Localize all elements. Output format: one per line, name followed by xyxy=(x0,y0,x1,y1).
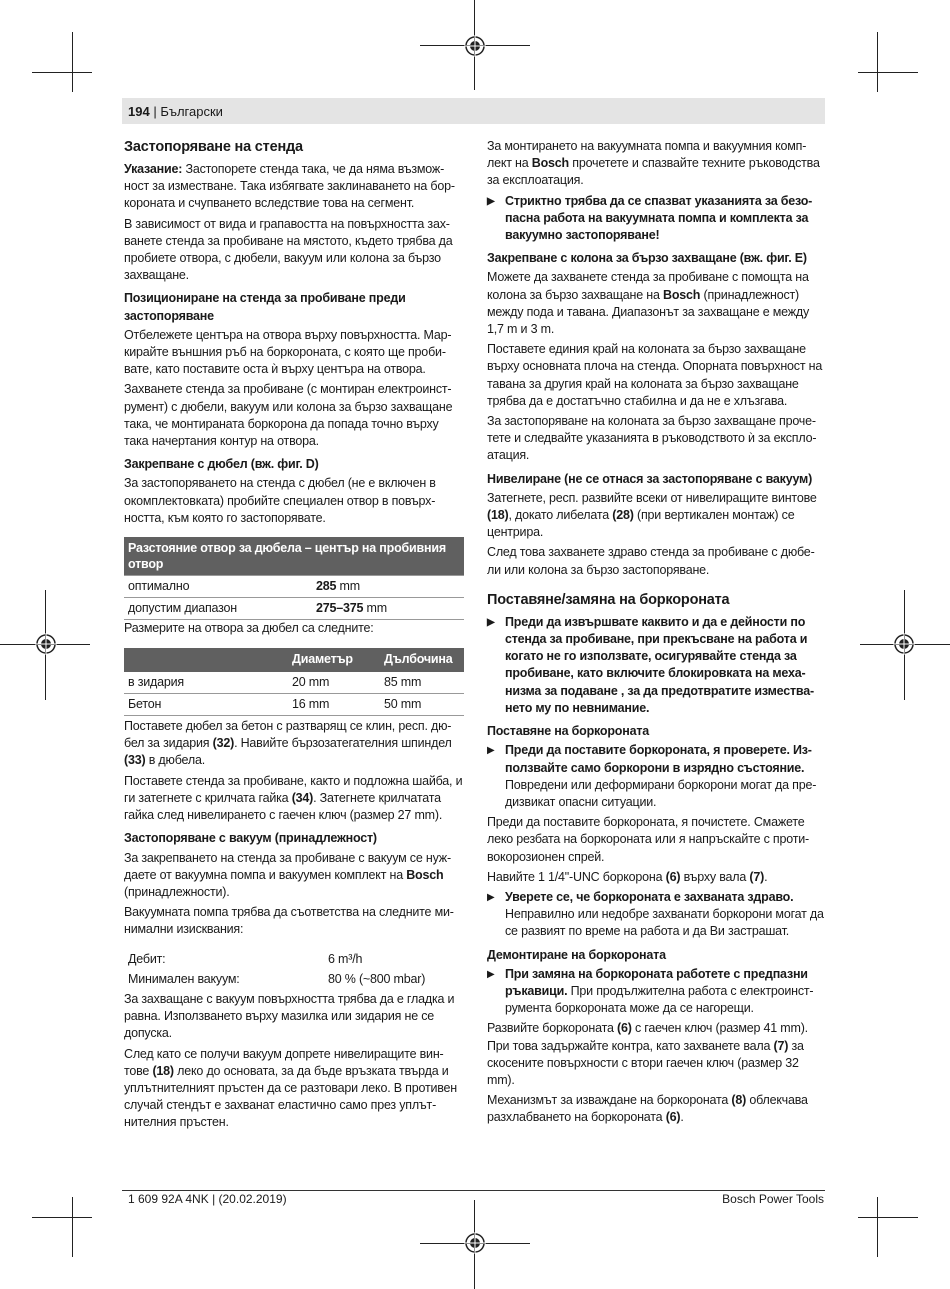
registration-mark-icon xyxy=(893,633,915,655)
table-cell: 20 mm xyxy=(288,672,380,694)
subheading: Демонтиране на боркороната xyxy=(487,947,666,962)
subheading: Нивелиране (не се отнася за застопоряване с вакуум) xyxy=(487,471,813,486)
crop-mark xyxy=(72,1197,73,1257)
crop-mark xyxy=(72,32,73,92)
table-value: 285 xyxy=(316,579,337,594)
subheading: Застопоряване с вакуум (принадлежност) xyxy=(124,831,377,846)
paragraph: Навийте 1 1/4"-UNC боркорона (6) върху вала (7). xyxy=(487,869,768,884)
table-cell: оптимално xyxy=(124,576,312,598)
paragraph: Затегнете, респ. развийте всеки от нивелиращите винтове (18), докато либелата (28) (при вертикален монтаж) се центрира. xyxy=(487,490,817,540)
paragraph: Развийте боркороната (6) с гаечен ключ (размер 41 mm). При това задържайте контра, като захванете вала (7) за скосените повърхности с втори гаечен ключ (размер 32 mm). xyxy=(487,1021,808,1087)
bullet-arrow-icon: ▶ xyxy=(487,195,495,207)
paragraph: След това захванете здраво стенда за пробиване с дюбели или колона за бързо застопоряване. xyxy=(487,545,815,577)
note-label: Указание: xyxy=(124,162,183,176)
spec-row xyxy=(124,951,464,968)
section-title: Застопоряване на стенда xyxy=(124,139,303,155)
note-paragraph xyxy=(124,161,464,213)
subheading: Закрепване с дюбел (вж. фиг. D) xyxy=(124,457,319,472)
spec-list xyxy=(124,951,464,988)
subheading: Поставяне на боркороната xyxy=(487,724,650,739)
bullet-arrow-icon: ▶ xyxy=(487,745,495,757)
bullet-arrow-icon: ▶ xyxy=(487,968,495,980)
spec-label: Минимален вакуум: xyxy=(128,971,240,986)
spec-value: 6 m³/h xyxy=(328,951,363,966)
paragraph: Вакуумната помпа трябва да съответства на следните минимални изисквания: xyxy=(124,905,454,937)
paragraph: Поставете стенда за пробиване, както и подложна шайба, и ги затегнете с крилчата гайка (34). Затегнете крилчатата гайка след нивелирането с гаечен ключ (размер 27 mm). xyxy=(124,773,463,823)
table-value: 275–375 xyxy=(316,601,364,616)
paragraph: Размерите на отвора за дюбел са следните: xyxy=(124,621,374,636)
crop-mark xyxy=(858,72,918,73)
footer-brand: Bosch Power Tools xyxy=(722,1192,824,1206)
footer-rule xyxy=(122,1190,825,1191)
table-row xyxy=(124,693,464,715)
table-row xyxy=(124,672,464,694)
paragraph: Отбележете центъра на отвора върху повърхността. Маркирайте външния ръб на боркороната, с която ще пробивате, като поставите оста ѝ върху центъра на отвора. xyxy=(124,327,452,377)
crop-mark xyxy=(32,72,92,73)
table-cell: Бетон xyxy=(124,693,288,715)
dowel-hole-table xyxy=(124,648,464,716)
section-title: Поставяне/замяна на боркороната xyxy=(487,591,730,608)
spec-row xyxy=(124,971,464,988)
table-row xyxy=(124,598,464,620)
paragraph: За застопоряване на колоната за бързо захващане прочетете и следвайте указанията в ръководството ѝ за експлоатация. xyxy=(487,414,817,463)
paragraph: Захванете стенда за пробиване (с монтиран електроинструмент) с дюбели, вакуум или колона за бързо захващане така, че монтираната боркорона да попада точно върху така начертания контур на отвора. xyxy=(124,382,453,449)
warning-bullet: ▶ Преди да поставите боркороната, я проверете. Използвайте само боркорони в изрядно състояние. Повредени или деформирани боркорони могат да предизвикат опасни ситуации. xyxy=(487,743,817,809)
paragraph: Механизмът за изваждане на боркороната (8) облекчава разхлабването на боркороната (6). xyxy=(487,1093,808,1125)
right-column xyxy=(487,138,824,1130)
paragraph: Можете да захванете стенда за пробиване с помощта на колона за бързо захващане на Bosch (принадлежност) между пода и тавана. Диапазонът за захващане е между 1,7 m и 3 m. xyxy=(487,270,810,337)
section-name: Български xyxy=(160,104,223,119)
table-header: Диаметър xyxy=(288,648,380,672)
table-cell: в зидария xyxy=(124,672,288,694)
footer-doc-id: 1 609 92A 4NK | (20.02.2019) xyxy=(128,1192,287,1206)
warning-bullet: ▶ Стриктно трябва да се спазват указанията за безопасна работа на вакуумната помпа и комплекта за вакуумно застопоряване! xyxy=(487,193,813,243)
table-cell: допустим диапазон xyxy=(124,598,312,620)
table-cell xyxy=(312,576,464,598)
paragraph: За монтирането на вакуумната помпа и вакуумния комплект на Bosch прочетете и спазвайте техните ръководства за експлоатация. xyxy=(487,139,820,188)
table-unit: mm xyxy=(336,579,360,594)
registration-mark-icon xyxy=(35,633,57,655)
crop-mark xyxy=(32,1217,92,1218)
left-column xyxy=(124,138,464,1135)
bullet-arrow-icon: ▶ xyxy=(487,891,495,903)
table-cell: 85 mm xyxy=(380,672,464,694)
table-cell: 50 mm xyxy=(380,693,464,715)
table-row xyxy=(124,576,464,598)
crop-mark xyxy=(858,1217,918,1218)
paragraph: Поставете дюбел за бетон с разтварящ се клин, респ. дюбел за зидария (32). Навийте бързозатегателния шпиндел (33) в дюбела. xyxy=(124,719,452,768)
table-header: Разстояние отвор за дюбела – център на пробивния отвор xyxy=(124,537,464,576)
table-unit: mm xyxy=(363,601,387,616)
bullet-arrow-icon: ▶ xyxy=(487,616,495,628)
paragraph: За захващане с вакуум повърхността трябва да е гладка и равна. Използването върху мазилка или зидария не се допуска. xyxy=(124,991,455,1041)
paragraph: Преди да поставите боркороната, я почистете. Смажете леко резбата на боркороната или я напръскайте с противокорозионен спрей. xyxy=(487,815,810,864)
subheading: Закрепване с колона за бързо захващане (вж. фиг. E) xyxy=(487,251,807,266)
table-cell xyxy=(312,598,464,620)
warning-bullet: ▶ Уверете се, че боркороната е захваната здраво. Неправилно или недобре захванати боркорони могат да се развият по време на работа и да Ви застрашат. xyxy=(487,889,824,939)
table-header xyxy=(124,648,288,672)
paragraph: Поставете единия край на колоната за бързо захващане върху основната плоча на стенда. Опорната повърхност на тавана за другия край на колоната за бързо захващане трябва да е достатъчно стабилна и да не е хлъзгава. xyxy=(487,342,823,408)
crop-mark xyxy=(877,1197,878,1257)
warning-bullet: ▶ При замяна на боркороната работете с предпазни ръкавици. При продължителна работа с електроинструмента боркороната може да се нагорещи. xyxy=(487,966,814,1016)
subheading: Позициониране на стенда за пробиване преди застопоряване xyxy=(124,291,406,323)
paragraph: За закрепването на стенда за пробиване с вакуум се нуждаете от вакуумна помпа и вакуумен комплект на Bosch (принадлежности). xyxy=(124,850,452,899)
registration-mark-icon xyxy=(464,35,486,57)
paragraph: За застопоряването на стенда с дюбел (не е включен в окомплектовката) пробийте специален отвор в повърхността, към която го застопорявате. xyxy=(124,476,436,525)
spec-label: Дебит: xyxy=(128,951,166,966)
paragraph: След като се получи вакуум допрете нивелиращите винтове (18) леко до основата, за да бъде връзката твърда и уплътнителният пръстен да се разтовари леко. В противен случай стендът е захванат еластично само през уплътнителния пръстен. xyxy=(124,1046,458,1130)
page-header-bar xyxy=(122,98,825,124)
page-number: 194 xyxy=(128,104,150,119)
paragraph: В зависимост от вида и грапавостта на повърхността захванете стенда за пробиване на мястото, където трябва да пробиете отвора, с дюбели, вакуум или колона за бързо захващане. xyxy=(124,216,453,283)
note-text: Застопорете стенда така, че да няма възможност за изместване. Така избягвате заклинаването на боркороната и счупването вследствие това на сегмент. xyxy=(124,162,456,211)
warning-bullet: ▶ Преди да извършвате каквито и да е дейности по стенда за пробиване, при прекъсване на работа и когато не го използвате, осигурявайте стенда за пробиване, като включите блокировката на механизма за подаване , за да предотвратите изместването му по невнимание. xyxy=(487,614,815,715)
registration-mark-icon xyxy=(464,1232,486,1254)
table-cell: 16 mm xyxy=(288,693,380,715)
dowel-distance-table xyxy=(124,537,464,620)
crop-mark xyxy=(877,32,878,92)
spec-value: 80 % (~800 mbar) xyxy=(328,971,426,986)
page-header: 194 | Български xyxy=(128,104,223,119)
table-header: Дълбочина xyxy=(380,648,464,672)
